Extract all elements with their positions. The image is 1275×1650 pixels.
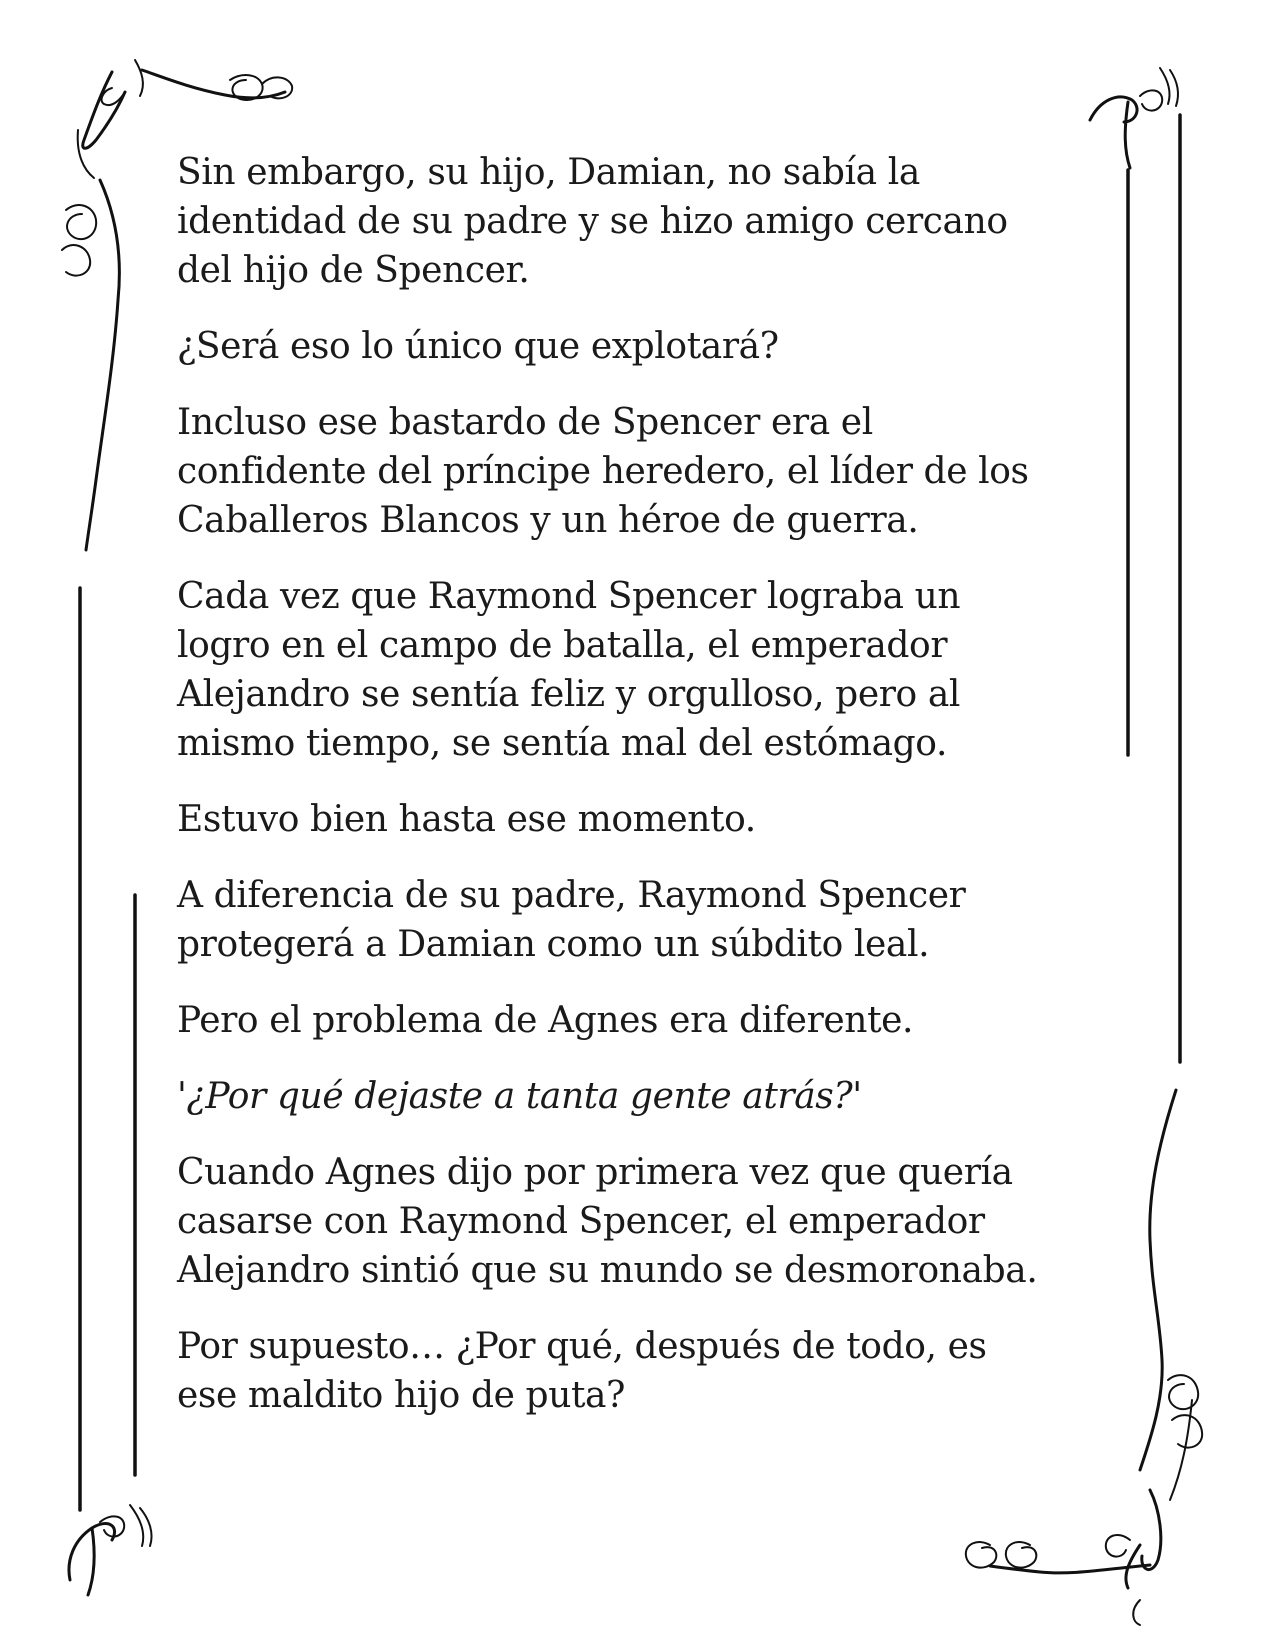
paragraph-1: Sin embargo, su hijo, Damian, no sabía la identidad de su padre y se hizo amigo cercano del hijo de Spencer. <box>177 152 1008 291</box>
paragraph-2: ¿Será eso lo único que explotará? <box>177 326 779 367</box>
right-side-flourish <box>1140 1090 1202 1500</box>
paragraph-9: Cuando Agnes dijo por primera vez que quería casarse con Raymond Spencer, el emperador Alejandro sintió que su mundo se desmoronaba. <box>177 1152 1038 1291</box>
paragraph-8-quote: '¿Por qué dejaste a tanta gente atrás?' <box>177 1076 862 1117</box>
paragraph-7: Pero el problema de Agnes era diferente. <box>177 1000 914 1041</box>
paragraph-6: A diferencia de su padre, Raymond Spencer protegerá a Damian como un súbdito leal. <box>177 875 966 965</box>
paragraph-4: Cada vez que Raymond Spencer lograba un logro en el campo de batalla, el emperador Alejandro se sentía feliz y orgulloso, pero al mismo tiempo, se sentía mal del estómago. <box>177 576 961 764</box>
paragraph-10: Por supuesto… ¿Por qué, después de todo, es ese maldito hijo de puta? <box>177 1326 987 1416</box>
bottom-right-flourish <box>966 1490 1161 1625</box>
paragraph-5: Estuvo bien hasta ese momento. <box>177 799 756 840</box>
bottom-left-flourish <box>69 1505 152 1595</box>
page-body <box>177 148 1107 1447</box>
paragraph-3: Incluso ese bastardo de Spencer era el confidente del príncipe heredero, el líder de los Caballeros Blancos y un héroe de guerra. <box>177 402 1029 541</box>
